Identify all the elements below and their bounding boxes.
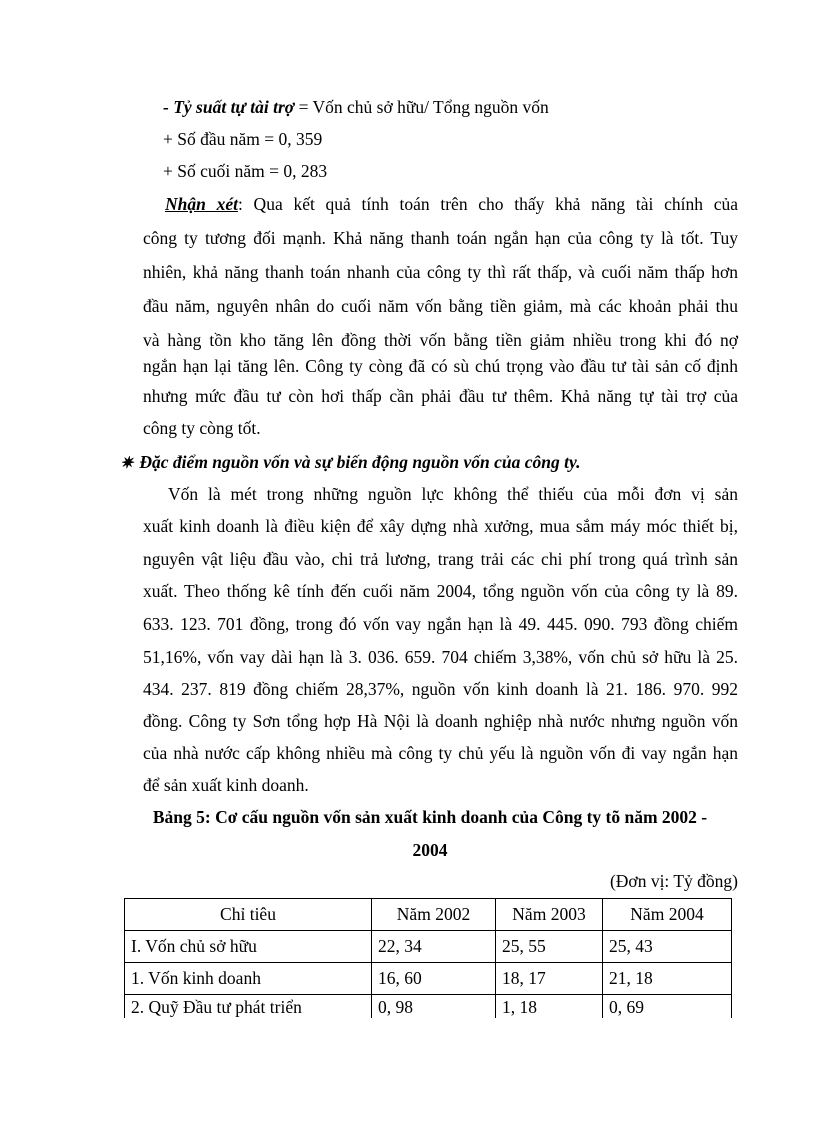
remark-line-1: Nhận xét: Qua kết quả tính toán trên cho thấy khả năng tài chính của xyxy=(165,194,739,214)
cell-2004: 0, 69 xyxy=(603,995,732,1019)
ratio-line xyxy=(163,95,758,119)
cell-2003: 1, 18 xyxy=(496,995,603,1019)
cell-2004: 21, 18 xyxy=(603,963,732,995)
body-line-5: 633. 123. 701 đồng, trong đó vốn vay ngắn hạn là 49. 445. 090. 793 đồng chiếm xyxy=(143,614,738,634)
body-line-10: để sản xuất kinh doanh. xyxy=(143,775,309,795)
remark-line-3: nhiên, khả năng thanh toán nhanh của công ty thì rất thấp, và cuối năm thấp hơn xyxy=(143,262,738,282)
remark-line-6: ngắn hạn lại tăng lên. Công ty còng đã có sù chú trọng vào đầu tư tài sản cố định xyxy=(143,356,738,376)
body-line-8: đồng. Công ty Sơn tổng hợp Hà Nội là doanh nghiệp nhà nước nhưng nguồn vốn xyxy=(143,711,738,731)
remark-line-2: công ty tương đối mạnh. Khả năng thanh toán ngắn hạn của công ty là tốt. Tuy xyxy=(143,228,738,248)
cell-2003: 25, 55 xyxy=(496,931,603,963)
cell-2002: 22, 34 xyxy=(372,931,496,963)
table-row xyxy=(125,931,732,963)
remark-line-7: nhưng mức đầu tư còn hơi thấp cần phải đầu tư thêm. Khả năng tự tài trợ của xyxy=(143,386,738,406)
header-2004: Năm 2004 xyxy=(603,899,732,931)
body-line-1: Vốn là mét trong những nguồn lực không thể thiếu của mỗi đơn vị sản xyxy=(168,484,738,504)
ratio-end-value: + Số cuối năm = 0, 283 xyxy=(163,161,328,181)
table-caption: Bảng 5: Cơ cấu nguồn vốn sản xuất kinh doanh của Công ty tõ năm 2002 - xyxy=(152,807,708,827)
section-heading: ✷ Đặc điểm nguồn vốn và sự biến động nguồn vốn của công ty. xyxy=(120,452,581,472)
cell-2003: 18, 17 xyxy=(496,963,603,995)
table-row xyxy=(125,995,732,1019)
table-caption-year: 2004 xyxy=(412,840,448,860)
table-unit: (Đơn vị: Tỷ đồng) xyxy=(609,871,738,891)
star-bullet-icon: ✷ xyxy=(120,455,134,472)
row-label: 2. Quỹ Đầu tư phát triển xyxy=(125,995,372,1019)
remark-line-8: công ty còng tốt. xyxy=(143,418,261,438)
header-indicator: Chỉ tiêu xyxy=(125,899,372,931)
header-2002: Năm 2002 xyxy=(372,899,496,931)
row-label: 1. Vốn kinh doanh xyxy=(125,963,372,995)
cell-2002: 0, 98 xyxy=(372,995,496,1019)
body-line-3: nguyên vật liệu đầu vào, chi trả lương, trang trải các chi phí trong quá trình sản xyxy=(143,549,738,569)
ratio-formula: = Vốn chủ sở hữu/ Tổng nguồn vốn xyxy=(294,97,549,117)
table-header-row xyxy=(125,899,732,931)
header-2003: Năm 2003 xyxy=(496,899,603,931)
body-line-7: 434. 237. 819 đồng chiếm 28,37%, nguồn vốn kinh doanh là 21. 186. 970. 992 xyxy=(143,679,738,699)
ratio-label: - Tỷ suất tự tài trợ xyxy=(163,97,295,117)
body-line-2: xuất kinh doanh là điều kiện để xây dựng nhà xưởng, mua sắm máy móc thiết bị, xyxy=(143,516,738,536)
body-line-9: của nhà nước cấp không nhiều mà công ty chủ yếu là nguồn vốn đi vay ngắn hạn xyxy=(143,743,738,763)
capital-structure-table xyxy=(124,898,732,1018)
ratio-start-value: + Số đầu năm = 0, 359 xyxy=(163,129,323,149)
body-line-6: 51,16%, vốn vay dài hạn là 3. 036. 659. 704 chiếm 3,38%, vốn chủ sở hữu là 25. xyxy=(143,647,738,667)
row-label: I. Vốn chủ sở hữu xyxy=(125,931,372,963)
remark-label: Nhận xét xyxy=(165,194,238,214)
body-line-4: xuất. Theo thống kê tính đến cuối năm 2004, tổng nguồn vốn của công ty là 89. xyxy=(143,581,738,601)
remark-line-4: đầu năm, nguyên nhân do cuối năm vốn bằng tiền giảm, mà các khoản phải thu xyxy=(143,296,738,316)
remark-line-5: và hàng tồn kho tăng lên đồng thời vốn bằng tiền giảm nhiều trong khi đó nợ xyxy=(143,330,738,350)
cell-2002: 16, 60 xyxy=(372,963,496,995)
cell-2004: 25, 43 xyxy=(603,931,732,963)
table-row xyxy=(125,963,732,995)
